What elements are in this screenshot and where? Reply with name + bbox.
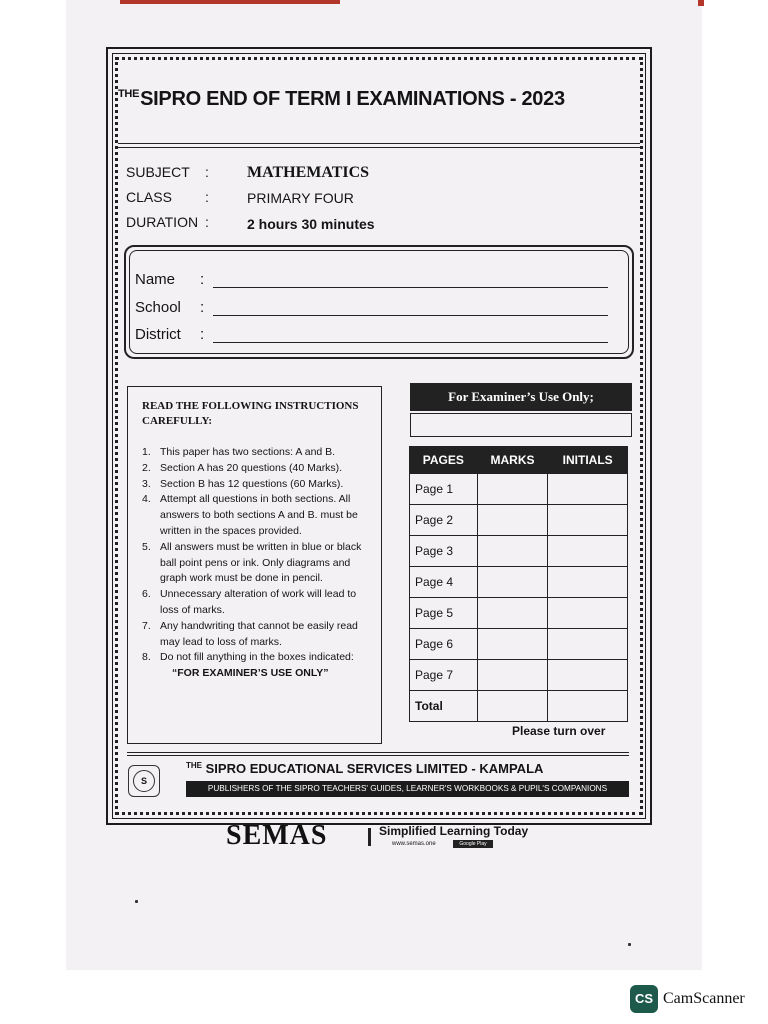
instruction-item: 1. This paper has two sections: A and B.	[142, 446, 336, 458]
school-field[interactable]	[213, 315, 608, 316]
marks-cell[interactable]	[477, 567, 548, 598]
table-row: Page 6	[410, 629, 628, 660]
district-field[interactable]	[213, 342, 608, 343]
initials-cell[interactable]	[548, 691, 628, 722]
google-play-badge: Google Play	[453, 840, 493, 848]
duration-colon: :	[205, 214, 209, 230]
website: www.semas.one	[392, 841, 436, 847]
turn-over-note: Please turn over	[512, 724, 606, 738]
marks-cell[interactable]	[477, 536, 548, 567]
table-row: Page 2	[410, 505, 628, 536]
table-row: Page 3	[410, 536, 628, 567]
marks-cell[interactable]	[477, 660, 548, 691]
publishers-banner: PUBLISHERS OF THE SIPRO TEACHERS' GUIDES, LEARNER'S WORKBOOKS & PUPIL'S COMPANIONS	[186, 781, 629, 797]
initials-cell[interactable]	[548, 629, 628, 660]
table-row: Total	[410, 691, 628, 722]
scan-speck	[135, 900, 138, 903]
divider	[127, 755, 629, 756]
class-value: PRIMARY FOUR	[247, 190, 354, 206]
name-label: Name	[135, 271, 176, 288]
edge-mark	[120, 0, 340, 4]
subject-label: SUBJECT	[126, 164, 190, 180]
table-row: Page 1	[410, 474, 628, 505]
initials-cell[interactable]	[548, 660, 628, 691]
marks-cell[interactable]	[477, 505, 548, 536]
sipro-logo-icon: S	[128, 765, 160, 797]
marks-cell[interactable]	[477, 598, 548, 629]
school-label: School	[135, 299, 181, 316]
marks-cell[interactable]	[477, 691, 548, 722]
initials-cell[interactable]	[548, 598, 628, 629]
district-label: District	[135, 326, 181, 343]
initials-cell[interactable]	[548, 567, 628, 598]
instruction-item: 8. Do not fill anything in the boxes indicated:	[142, 651, 354, 664]
semas-logo: SEMAS	[226, 820, 328, 851]
class-label: CLASS	[126, 189, 172, 205]
class-colon: :	[205, 189, 209, 205]
exam-title: $^{THE}$SIPRO END OF TERM I EXAMINATIONS - 2023	[118, 88, 565, 110]
examiner-use-quote: “FOR EXAMINER’S USE ONLY”	[172, 667, 329, 680]
instruction-item: 2. Section A has 20 questions (40 Marks).	[142, 461, 343, 474]
initials-cell[interactable]	[548, 536, 628, 567]
duration-label: DURATION	[126, 214, 199, 230]
instruction-item: 4. Attempt all questions in both sections. All answers to both sections A and B. must be written in the spaces provided.	[142, 493, 358, 537]
tagline: Simplified Learning Today	[379, 824, 529, 838]
divider	[368, 828, 371, 846]
table-row: Page 5	[410, 598, 628, 629]
instruction-item: 7. Any handwriting that cannot be easily read may lead to loss of marks.	[142, 619, 358, 648]
duration-value: 2 hours 30 minutes	[247, 216, 375, 232]
examiner-use-heading: For Examiner’s Use Only;	[410, 383, 632, 411]
instructions-list	[140, 445, 372, 682]
camscanner-icon: CS	[630, 985, 658, 1013]
instruction-item: 6. Unnecessary alteration of work will lead to loss of marks.	[142, 588, 357, 616]
subject-value: MATHEMATICS	[247, 164, 370, 181]
subject-colon: :	[205, 164, 209, 180]
camscanner-watermark: CamScanner	[663, 990, 745, 1007]
company-name: $^{THE}$ SIPRO EDUCATIONAL SERVICES LIMITED - KAMPALA	[186, 761, 544, 776]
column-header: INITIALS	[548, 447, 628, 474]
table-header-row	[410, 447, 628, 474]
divider	[118, 143, 640, 144]
divider	[127, 752, 629, 753]
divider	[118, 147, 640, 148]
column-header: MARKS	[477, 447, 548, 474]
scan-speck	[628, 943, 631, 946]
instruction-item: 5. All answers must be written in blue or black ball point pens or ink. Only diagrams and graph work must be done in pencil.	[142, 540, 362, 585]
table-row: Page 4	[410, 567, 628, 598]
column-header: PAGES	[410, 447, 478, 474]
marks-table	[409, 446, 628, 722]
initials-cell[interactable]	[548, 474, 628, 505]
edge-mark	[698, 0, 704, 6]
table-row: Page 7	[410, 660, 628, 691]
marks-cell[interactable]	[477, 629, 548, 660]
instructions-heading: READ THE FOLLOWING INSTRUCTIONS CAREFULLY:	[142, 400, 359, 427]
instruction-item: 3. Section B has 12 questions (60 Marks).	[142, 477, 344, 490]
initials-cell[interactable]	[548, 505, 628, 536]
name-field[interactable]	[213, 287, 608, 288]
marks-cell[interactable]	[477, 474, 548, 505]
examiner-use-box	[410, 413, 632, 437]
